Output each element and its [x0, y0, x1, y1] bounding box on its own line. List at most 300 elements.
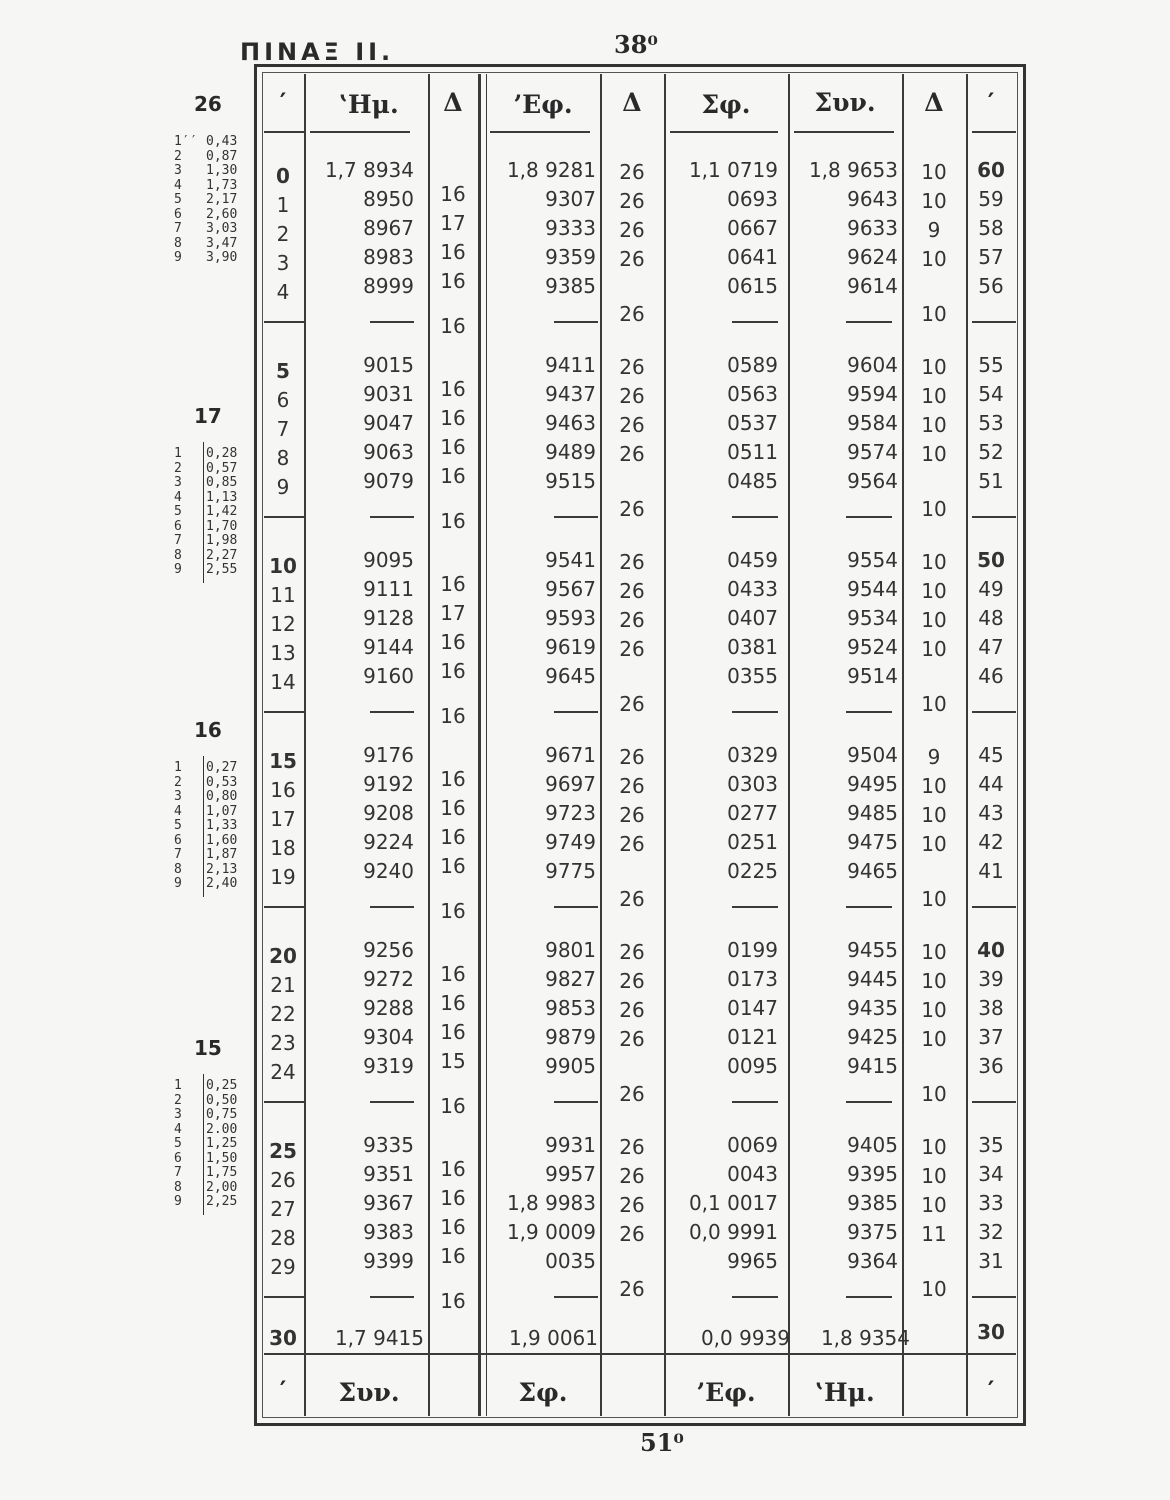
sin-value: 9224 — [363, 830, 414, 854]
sin-value: 8983 — [363, 245, 414, 269]
cos-value: 9415 — [847, 1054, 898, 1078]
cot-value: 0407 — [727, 606, 778, 630]
tan-diff: 26 — [619, 550, 645, 574]
cos-diff: 10 — [921, 579, 947, 603]
cot-value: 0043 — [727, 1162, 778, 1186]
cot-value: 1,1 0719 — [688, 158, 778, 182]
group-rule — [972, 906, 1016, 908]
tan-diff: 26 — [619, 998, 645, 1022]
group-rule — [846, 906, 892, 908]
minute-label: 3 — [276, 251, 290, 275]
cos-diff: 10 — [921, 302, 947, 326]
pp-index: 5 — [174, 818, 182, 833]
pp-value: 0,80 — [206, 789, 238, 804]
pp-value: 2,55 — [206, 562, 238, 577]
pp-index: 9 — [174, 876, 182, 891]
minute-label: 7 — [276, 417, 290, 441]
right-minute-label: 43 — [978, 801, 1004, 825]
right-minute-label: 41 — [978, 859, 1004, 883]
tan-value: 1,9 0009 — [506, 1220, 596, 1244]
cot-value: 0511 — [727, 440, 778, 464]
tan-value: 9853 — [545, 996, 596, 1020]
cos-value: 9395 — [847, 1162, 898, 1186]
pp-index: 8 — [174, 547, 182, 563]
group-rule — [846, 1296, 892, 1298]
sin-value: 9160 — [363, 664, 414, 688]
right-minute-label: 48 — [978, 606, 1004, 630]
cot-value: 0693 — [727, 187, 778, 211]
minute-label: 27 — [270, 1197, 296, 1221]
tan-diff: 26 — [619, 940, 645, 964]
cos-diff: 10 — [921, 497, 947, 521]
cot-value: 0355 — [727, 664, 778, 688]
sin-diff: 16 — [440, 630, 466, 654]
group-rule — [846, 1101, 892, 1103]
header-tan: ’Εφ. — [513, 90, 573, 119]
pp-value: 1,42 — [206, 504, 238, 519]
minute-label: 10 — [269, 554, 297, 578]
sin-diff: 16 — [440, 572, 466, 596]
group-rule — [554, 1101, 598, 1103]
cos-diff: 10 — [921, 384, 947, 408]
sin-value: 9256 — [363, 938, 414, 962]
right-minute-label: 51 — [978, 469, 1004, 493]
sin-value: 8999 — [363, 274, 414, 298]
sin-diff: 16 — [440, 182, 466, 206]
cot-value: 0147 — [727, 996, 778, 1020]
pp-index: 2 — [174, 148, 182, 164]
cot-value: 0199 — [727, 938, 778, 962]
right-minute-label: 44 — [978, 772, 1004, 796]
group-rule — [554, 516, 598, 518]
group-rule — [554, 1296, 598, 1298]
pp-index: 1′′ — [174, 134, 198, 149]
pp-index: 7 — [174, 533, 182, 548]
sin-diff: 16 — [440, 825, 466, 849]
tan-value: 9463 — [545, 411, 596, 435]
pp-value: 0,87 — [206, 148, 238, 164]
pp-index: 4 — [174, 177, 182, 193]
group-rule — [370, 1101, 414, 1103]
cos-diff: 10 — [921, 1135, 947, 1159]
cot-value: 0589 — [727, 353, 778, 377]
sin-diff: 16 — [440, 1020, 466, 1044]
pp-value: 1,75 — [206, 1165, 238, 1180]
tan-diff: 26 — [619, 1222, 645, 1246]
header-delta-1: Δ — [443, 88, 463, 117]
group-rule — [490, 131, 590, 133]
tan-value: 9489 — [545, 440, 596, 464]
group-rule — [972, 1296, 1016, 1298]
group-rule — [972, 516, 1016, 518]
pp-divider — [203, 756, 204, 897]
tan-value: 9307 — [545, 187, 596, 211]
right-minute-label: 52 — [978, 440, 1004, 464]
cos-value: 9465 — [847, 859, 898, 883]
sin-value: 9063 — [363, 440, 414, 464]
pp-index: 1 — [174, 446, 182, 461]
pp-index: 6 — [174, 518, 182, 534]
footer-rule — [264, 1353, 1016, 1355]
pp-index: 6 — [174, 1150, 182, 1166]
sin-value: 9335 — [363, 1133, 414, 1157]
group-rule — [670, 131, 778, 133]
tan-diff: 26 — [619, 1135, 645, 1159]
pp-value: 0,27 — [206, 760, 238, 775]
group-rule — [370, 1296, 414, 1298]
tan-diff: 26 — [619, 1027, 645, 1051]
pp-value: 1,13 — [206, 489, 238, 505]
cos-diff: 10 — [921, 550, 947, 574]
minute-label: 24 — [270, 1060, 296, 1084]
right-minute-label: 50 — [977, 548, 1005, 572]
tan-value: 9411 — [545, 353, 596, 377]
minute-label: 30 — [269, 1326, 297, 1350]
pp-head: 15 — [194, 1036, 222, 1060]
sin-value: 9031 — [363, 382, 414, 406]
right-minute-label: 59 — [978, 187, 1004, 211]
cos-value: 9445 — [847, 967, 898, 991]
cos-value: 9435 — [847, 996, 898, 1020]
sin-value: 8950 — [363, 187, 414, 211]
tan-value: 9567 — [545, 577, 596, 601]
sin-diff: 15 — [440, 1049, 466, 1073]
col-divider — [304, 74, 306, 1416]
pp-index: 1 — [174, 1078, 182, 1093]
group-rule — [732, 711, 778, 713]
sin-diff: 16 — [440, 854, 466, 878]
cos-diff: 10 — [921, 637, 947, 661]
sin-diff: 16 — [440, 991, 466, 1015]
pp-index: 1 — [174, 760, 182, 775]
right-minute-label: 42 — [978, 830, 1004, 854]
pp-index: 9 — [174, 562, 182, 577]
right-minute-label: 57 — [978, 245, 1004, 269]
cos-value: 1,8 9354 — [820, 1326, 910, 1350]
sin-value: 9383 — [363, 1220, 414, 1244]
sin-value: 9128 — [363, 606, 414, 630]
cos-diff: 10 — [921, 692, 947, 716]
tan-value: 9749 — [545, 830, 596, 854]
right-minute-label: 46 — [978, 664, 1004, 688]
right-minute-label: 56 — [978, 274, 1004, 298]
cos-diff: 10 — [921, 1082, 947, 1106]
tan-value: 9801 — [545, 938, 596, 962]
group-rule — [264, 516, 304, 518]
cos-value: 9514 — [847, 664, 898, 688]
cos-value: 9455 — [847, 938, 898, 962]
pp-divider — [203, 442, 204, 583]
cot-value: 0,0 9939 — [700, 1326, 790, 1350]
cot-value: 9965 — [727, 1249, 778, 1273]
cot-value: 0485 — [727, 469, 778, 493]
footer-sin: ‛Ημ. — [815, 1378, 875, 1407]
cos-value: 9425 — [847, 1025, 898, 1049]
pp-value: 1,07 — [206, 803, 238, 819]
pp-value: 2,25 — [206, 1194, 238, 1209]
tan-diff: 26 — [619, 832, 645, 856]
pp-head: 16 — [194, 718, 222, 742]
pp-index: 3 — [174, 475, 182, 490]
tan-value: 9879 — [545, 1025, 596, 1049]
tan-value: 9957 — [545, 1162, 596, 1186]
group-rule — [732, 516, 778, 518]
sin-value: 9111 — [363, 577, 414, 601]
sin-value: 9192 — [363, 772, 414, 796]
cot-value: 0303 — [727, 772, 778, 796]
tan-value: 9645 — [545, 664, 596, 688]
cot-value: 0459 — [727, 548, 778, 572]
cot-value: 0251 — [727, 830, 778, 854]
pp-index: 5 — [174, 1136, 182, 1151]
cot-value: 0615 — [727, 274, 778, 298]
tan-value: 9619 — [545, 635, 596, 659]
pp-head: 17 — [194, 404, 222, 428]
sin-value: 9351 — [363, 1162, 414, 1186]
minute-label: 16 — [270, 778, 296, 802]
minute-label: 17 — [270, 807, 296, 831]
cos-value: 9594 — [847, 382, 898, 406]
cos-value: 9633 — [847, 216, 898, 240]
group-rule — [310, 131, 410, 133]
tan-value: 9697 — [545, 772, 596, 796]
minute-label: 20 — [269, 944, 297, 968]
cot-value: 0,0 9991 — [688, 1220, 778, 1244]
cos-value: 9624 — [847, 245, 898, 269]
group-rule — [846, 321, 892, 323]
minute-label: 19 — [270, 865, 296, 889]
pp-value: 2,17 — [206, 192, 238, 207]
sin-diff: 16 — [440, 509, 466, 533]
sin-diff: 16 — [440, 314, 466, 338]
pp-index: 7 — [174, 221, 182, 236]
cot-value: 0641 — [727, 245, 778, 269]
sin-value: 9240 — [363, 859, 414, 883]
tan-diff: 26 — [619, 1082, 645, 1106]
cos-diff: 10 — [921, 1277, 947, 1301]
pp-value: 0,85 — [206, 475, 238, 490]
minute-label: 23 — [270, 1031, 296, 1055]
sin-diff: 16 — [440, 796, 466, 820]
sin-diff: 17 — [440, 211, 466, 235]
cos-value: 9385 — [847, 1191, 898, 1215]
cos-diff: 10 — [921, 774, 947, 798]
tan-diff: 26 — [619, 302, 645, 326]
pp-divider — [203, 1074, 204, 1215]
right-minute-label: 36 — [978, 1054, 1004, 1078]
pp-index: 5 — [174, 192, 182, 207]
sin-diff: 16 — [440, 435, 466, 459]
group-rule — [794, 131, 894, 133]
sin-value: 9367 — [363, 1191, 414, 1215]
footer-cot: Σφ. — [518, 1378, 568, 1407]
tan-diff: 26 — [619, 1193, 645, 1217]
header-cos: Συν. — [814, 88, 876, 117]
tan-diff: 26 — [619, 887, 645, 911]
tan-value: 9905 — [545, 1054, 596, 1078]
minute-label: 15 — [269, 749, 297, 773]
pp-value: 2,27 — [206, 547, 238, 563]
pp-value: 0,53 — [206, 774, 238, 790]
header-sin: ‛Ημ. — [339, 90, 399, 119]
cos-value: 9495 — [847, 772, 898, 796]
cos-value: 9475 — [847, 830, 898, 854]
cos-value: 9534 — [847, 606, 898, 630]
tan-value: 1,8 9281 — [506, 158, 596, 182]
sin-value: 9015 — [363, 353, 414, 377]
group-rule — [554, 321, 598, 323]
cos-diff: 10 — [921, 247, 947, 271]
tan-value: 9775 — [545, 859, 596, 883]
pp-value: 1,70 — [206, 518, 238, 534]
pp-value: 2.00 — [206, 1121, 238, 1137]
group-rule — [972, 131, 1016, 133]
cos-diff: 10 — [921, 413, 947, 437]
cos-diff: 10 — [921, 998, 947, 1022]
cos-diff: 10 — [921, 160, 947, 184]
sin-diff: 16 — [440, 704, 466, 728]
cot-value: 0,1 0017 — [688, 1191, 778, 1215]
pp-index: 4 — [174, 489, 182, 505]
sin-diff: 16 — [440, 1094, 466, 1118]
right-minute-label: 58 — [978, 216, 1004, 240]
cos-value: 9485 — [847, 801, 898, 825]
right-minute-label: 34 — [978, 1162, 1004, 1186]
pp-value: 0,50 — [206, 1092, 238, 1108]
cos-value: 9643 — [847, 187, 898, 211]
cot-value: 0173 — [727, 967, 778, 991]
cos-value: 9375 — [847, 1220, 898, 1244]
cos-diff: 10 — [921, 887, 947, 911]
group-rule — [846, 516, 892, 518]
cos-diff: 10 — [921, 355, 947, 379]
pp-index: 4 — [174, 1121, 182, 1137]
cos-diff: 10 — [921, 940, 947, 964]
group-rule — [732, 1101, 778, 1103]
pp-index: 6 — [174, 206, 182, 222]
tan-diff: 26 — [619, 692, 645, 716]
group-rule — [264, 131, 304, 133]
tan-diff: 26 — [619, 637, 645, 661]
sin-diff: 16 — [440, 1215, 466, 1239]
pp-value: 0,75 — [206, 1107, 238, 1122]
sin-value: 9272 — [363, 967, 414, 991]
right-minute-label: 60 — [977, 158, 1005, 182]
pp-value: 0,43 — [206, 134, 238, 149]
group-rule — [264, 1296, 304, 1298]
pp-index: 7 — [174, 847, 182, 862]
pp-index: 6 — [174, 832, 182, 848]
pp-index: 9 — [174, 1194, 182, 1209]
tan-diff: 26 — [619, 160, 645, 184]
tan-value: 9723 — [545, 801, 596, 825]
pp-value: 0,28 — [206, 446, 238, 461]
sin-diff: 16 — [440, 464, 466, 488]
tan-value: 1,8 9983 — [506, 1191, 596, 1215]
right-minute-label: 37 — [978, 1025, 1004, 1049]
pp-index: 2 — [174, 774, 182, 790]
pp-head: 26 — [194, 92, 222, 116]
pp-value: 2,40 — [206, 876, 238, 891]
pp-value: 3,90 — [206, 250, 238, 265]
minute-label: 21 — [270, 973, 296, 997]
sin-diff: 16 — [440, 240, 466, 264]
header-delta-3: Δ — [924, 88, 944, 117]
cos-value: 9604 — [847, 353, 898, 377]
minute-label: 2 — [276, 222, 290, 246]
cot-value: 0433 — [727, 577, 778, 601]
sin-value: 9144 — [363, 635, 414, 659]
tan-diff: 26 — [619, 442, 645, 466]
sin-value: 9095 — [363, 548, 414, 572]
cos-diff: 10 — [921, 1027, 947, 1051]
sin-diff: 16 — [440, 406, 466, 430]
sin-diff: 17 — [440, 601, 466, 625]
group-rule — [370, 516, 414, 518]
sin-value: 8967 — [363, 216, 414, 240]
minute-label: 14 — [270, 670, 296, 694]
cos-value: 9614 — [847, 274, 898, 298]
cos-diff: 11 — [921, 1222, 947, 1246]
right-minute-label: 31 — [978, 1249, 1004, 1273]
minute-label: 0 — [276, 164, 290, 188]
group-rule — [732, 1296, 778, 1298]
right-minute-label: 53 — [978, 411, 1004, 435]
tan-value: 9437 — [545, 382, 596, 406]
cos-value: 9524 — [847, 635, 898, 659]
header-minutes: ′ — [279, 88, 287, 117]
cos-value: 9574 — [847, 440, 898, 464]
tan-value: 9359 — [545, 245, 596, 269]
tan-value: 9541 — [545, 548, 596, 572]
right-minute-label: 33 — [978, 1191, 1004, 1215]
minute-label: 13 — [270, 641, 296, 665]
pp-index: 8 — [174, 861, 182, 877]
sin-value: 1,7 8934 — [324, 158, 414, 182]
pp-index: 7 — [174, 1165, 182, 1180]
sin-diff: 16 — [440, 962, 466, 986]
cot-value: 0537 — [727, 411, 778, 435]
tan-value: 9931 — [545, 1133, 596, 1157]
pp-index: 8 — [174, 235, 182, 251]
sin-diff: 16 — [440, 1157, 466, 1181]
cos-diff: 10 — [921, 832, 947, 856]
pp-value: 2,13 — [206, 861, 238, 877]
right-minute-label: 38 — [978, 996, 1004, 1020]
pp-index: 8 — [174, 1179, 182, 1195]
sin-value: 9079 — [363, 469, 414, 493]
right-minute-label: 54 — [978, 382, 1004, 406]
cot-value: 0069 — [727, 1133, 778, 1157]
right-minute-label: 32 — [978, 1220, 1004, 1244]
minute-label: 5 — [276, 359, 290, 383]
tan-diff: 26 — [619, 608, 645, 632]
sin-value: 9047 — [363, 411, 414, 435]
cot-value: 0277 — [727, 801, 778, 825]
minute-label: 22 — [270, 1002, 296, 1026]
minute-label: 1 — [276, 193, 290, 217]
right-minute-label: 40 — [977, 938, 1005, 962]
minute-label: 25 — [269, 1139, 297, 1163]
sin-diff: 16 — [440, 269, 466, 293]
header-cot: Σφ. — [701, 90, 751, 119]
sin-value: 9208 — [363, 801, 414, 825]
tan-diff: 26 — [619, 355, 645, 379]
group-rule — [370, 711, 414, 713]
cos-value: 9554 — [847, 548, 898, 572]
sin-diff: 16 — [440, 377, 466, 401]
pp-index: 4 — [174, 803, 182, 819]
